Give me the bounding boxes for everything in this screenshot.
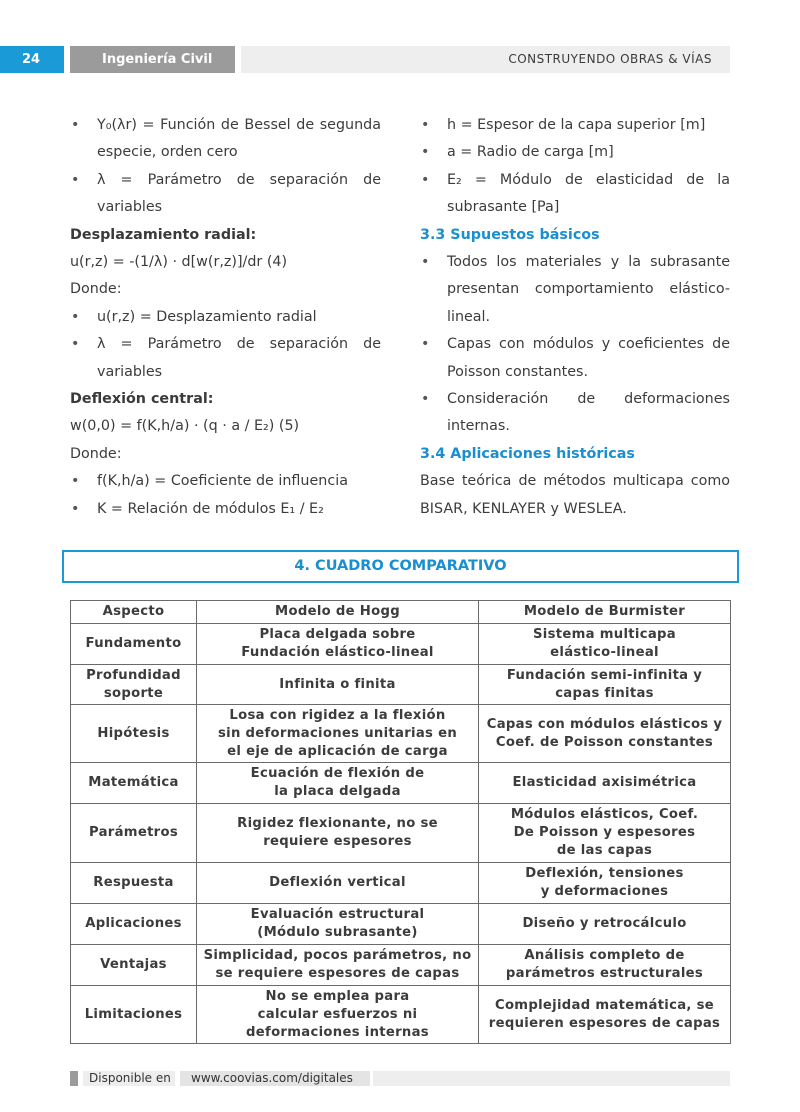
aspect-cell: Respuesta [71, 863, 197, 904]
radial-formula: u(r,z) = -(1/λ) · d[w(r,z)]/dr (4) [70, 254, 288, 271]
hogg-cell: Rigidez flexionante, no se requiere espesores [197, 804, 479, 863]
list-item: • u(r,z) = Desplazamiento radial [70, 304, 381, 331]
aspect-cell: Matemática [71, 763, 197, 804]
list-item: • Y₀(λr) = Función de Bessel de segunda especie, orden cero [70, 112, 381, 167]
radial-definitions-list [70, 304, 381, 386]
aspect-cell: Ventajas [71, 945, 197, 986]
list-item: • a = Radio de carga [m] [420, 139, 730, 166]
hogg-cell: Evaluación estructural (Módulo subrasante) [197, 904, 479, 945]
parameter-definitions-list [420, 112, 730, 222]
comparison-table [70, 600, 731, 1044]
central-definitions-list [70, 468, 381, 523]
burmister-cell: Capas con módulos elásticos y Coef. de Poisson constantes [479, 705, 731, 763]
list-item: • Todos los materiales y la subrasante presentan comportamiento elástico-lineal. [420, 249, 730, 331]
hogg-cell: Simplicidad, pocos parámetros, no se requiere espesores de capas [197, 945, 479, 986]
burmister-cell: Sistema multicapa elástico-lineal [479, 624, 731, 665]
central-where: Donde: [70, 445, 122, 462]
aspect-cell: Aplicaciones [71, 904, 197, 945]
list-item: • Consideración de deformaciones internas. [420, 386, 730, 441]
radial-where: Donde: [70, 281, 122, 298]
central-formula: w(0,0) = f(K,h/a) · (q · a / E₂) (5) [70, 418, 300, 435]
hogg-cell: Ecuación de flexión de la placa delgada [197, 763, 479, 804]
hogg-cell: Placa delgada sobre Fundación elástico-lineal [197, 624, 479, 665]
burmister-cell: Fundación semi-infinita y capas finitas [479, 665, 731, 705]
list-item: • Capas con módulos y coeficientes de Poisson constantes. [420, 331, 730, 386]
header-hogg: Modelo de Hogg [197, 601, 479, 624]
table-row [71, 804, 731, 863]
section-tag: Ingeniería Civil [70, 46, 235, 73]
header-burmister: Modelo de Burmister [479, 601, 731, 624]
table-row [71, 705, 731, 763]
footer-bar [373, 1071, 730, 1086]
list-item: • h = Espesor de la capa superior [m] [420, 112, 730, 139]
table-row [71, 665, 731, 705]
radial-displacement-heading: Desplazamiento radial: [70, 226, 257, 243]
list-item: • f(K,h/a) = Coeficiente de influencia [70, 468, 381, 495]
burmister-cell: Análisis completo de parámetros estructurales [479, 945, 731, 986]
section-title: 4. CUADRO COMPARATIVO [62, 550, 739, 583]
aspect-cell: Fundamento [71, 624, 197, 665]
footer-marker [70, 1071, 78, 1086]
table-row [71, 763, 731, 804]
burmister-cell: Módulos elásticos, Coef. De Poisson y espesores de las capas [479, 804, 731, 863]
assumptions-list [420, 249, 730, 441]
page-number: 24 [0, 46, 64, 73]
central-deflection-heading: Deflexión central: [70, 391, 214, 408]
burmister-cell: Deflexión, tensiones y deformaciones [479, 863, 731, 904]
aspect-cell: Hipótesis [71, 705, 197, 763]
list-item: • λ = Parámetro de separación de variables [70, 331, 381, 386]
list-item: • λ = Parámetro de separación de variables [70, 167, 381, 222]
publication-title: CONSTRUYENDO OBRAS & VÍAS [241, 46, 730, 73]
table-row [71, 986, 731, 1044]
aspect-cell: Profundidad soporte [71, 665, 197, 705]
right-column [420, 112, 730, 523]
table-row [71, 624, 731, 665]
hogg-cell: No se emplea para calcular esfuerzos ni deformaciones internas [197, 986, 479, 1044]
aspect-cell: Parámetros [71, 804, 197, 863]
hogg-cell: Deflexión vertical [197, 863, 479, 904]
heading-basic-assumptions: 3.3 Supuestos básicos [420, 226, 600, 243]
historical-applications-paragraph: Base teórica de métodos multicapa como BISAR, KENLAYER y WESLEA. [420, 473, 730, 517]
table-row [71, 863, 731, 904]
bessel-definitions-list [70, 112, 381, 222]
left-column [70, 112, 381, 523]
table-header-row [71, 601, 731, 624]
burmister-cell: Elasticidad axisimétrica [479, 763, 731, 804]
table-row [71, 945, 731, 986]
table-row [71, 904, 731, 945]
list-item: • E₂ = Módulo de elasticidad de la subrasante [Pa] [420, 167, 730, 222]
heading-historical-applications: 3.4 Aplicaciones históricas [420, 445, 635, 462]
burmister-cell: Complejidad matemática, se requieren espesores de capas [479, 986, 731, 1044]
hogg-cell: Infinita o finita [197, 665, 479, 705]
aspect-cell: Limitaciones [71, 986, 197, 1044]
footer-url-link[interactable]: www.coovias.com/digitales [180, 1071, 370, 1086]
hogg-cell: Losa con rigidez a la flexión sin deformaciones unitarias en el eje de aplicación de carga [197, 705, 479, 763]
burmister-cell: Diseño y retrocálculo [479, 904, 731, 945]
list-item: • K = Relación de módulos E₁ / E₂ [70, 496, 381, 523]
footer-label: Disponible en [83, 1071, 175, 1086]
header-aspect: Aspecto [71, 601, 197, 624]
